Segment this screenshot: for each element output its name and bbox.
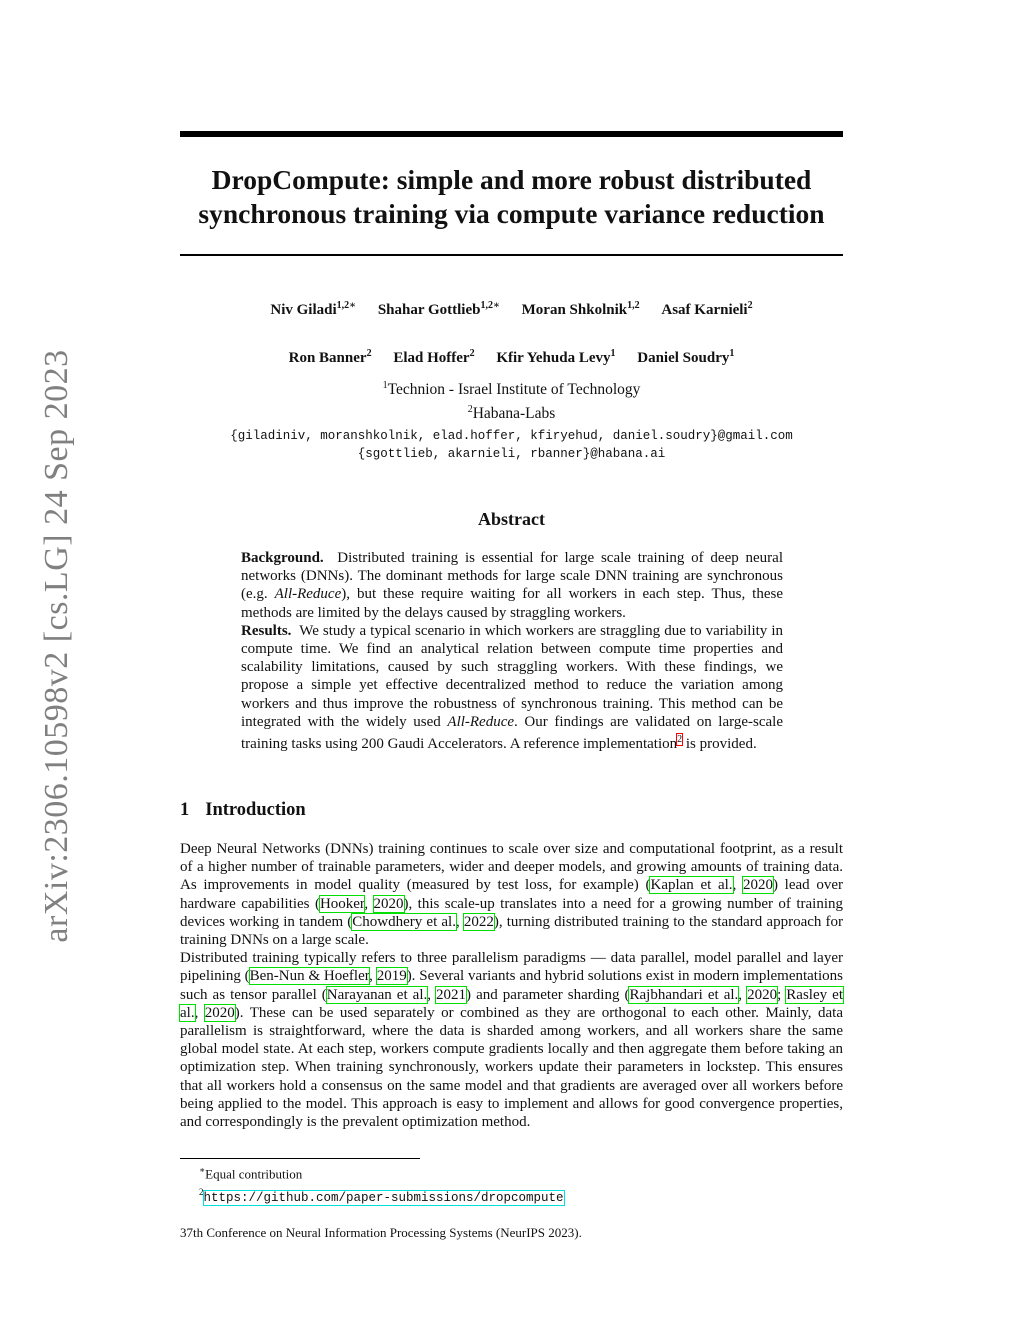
citation-link[interactable]: Kaplan et al.: [650, 877, 733, 894]
author-name: Kfir Yehuda Levy$^1$: [496, 348, 616, 366]
author-name: Ron Banner$^2$: [288, 348, 372, 366]
intro-paragraph-2: Distributed training typically refers to three parallelism paradigms — data parallel, model parallel and layer pipelining (Ben-Nun & Hoefler, 2019). Several variants and hybrid solutions exist in modern implementations such as tensor parallel (Narayanan et al., 2021) and parameter sharding (Rajbhandari et al., 2020; Rasley et al., 2020). These can be used separately or combined as they are orthogonal to each other. Mainly, data parallelism is straightforward, where the data is sharded among workers, and all workers share the same global model state. At each step, workers compute gradients locally and then aggregate them before taking an optimization step. When training synchronously, workers update their parameters in lockstep. This ensures that all workers hold a consensus on the same model and that gradients are averaged over all workers before being applied to the model. This approach is easy to implement and allows for good convergence properties, and correspondingly is the prevalent optimization method.: [180, 950, 844, 1131]
citation-link[interactable]: Chowdhery et al.: [352, 913, 456, 930]
citation-link[interactable]: 2021: [436, 986, 467, 1003]
affiliation-2: $^2$Habana-Labs: [467, 404, 556, 423]
email-line-1: {giladiniv, moranshkolnik, elad.hoffer, kfiryehud, daniel.soudry}@gmail.com: [230, 429, 793, 443]
citation-link[interactable]: 2020: [373, 895, 404, 912]
citation-link[interactable]: 2022: [463, 913, 494, 930]
affiliations: [180, 376, 843, 424]
title-bottom-rule: [180, 254, 843, 256]
section-heading-introduction: 1 Introduction: [180, 800, 306, 820]
results-label: Results.: [241, 622, 292, 639]
footnote-equal-contribution: ∗Equal contribution: [199, 1165, 303, 1182]
arxiv-stamp: arXiv:2306.10598v2 [cs.LG] 24 Sep 2023: [38, 349, 75, 943]
footnote-url: $^2$https://github.com/paper-submissions/dropcompute: [199, 1187, 564, 1205]
citation-link[interactable]: Hooker: [319, 895, 365, 912]
introduction-body: [180, 840, 843, 1131]
author-emails: [160, 427, 863, 463]
citation-link[interactable]: 2019: [376, 968, 407, 985]
citation-link[interactable]: Rasley et al.: [180, 986, 843, 1021]
citation-link[interactable]: Narayanan et al.: [326, 986, 428, 1003]
footnote-rule: [180, 1158, 420, 1159]
abstract-heading: Abstract: [478, 509, 545, 529]
title-top-rule: [180, 131, 843, 137]
footnotes: [199, 1161, 564, 1208]
author-name: Elad Hoffer$^2$: [393, 348, 475, 366]
author-name: Asaf Karnieli$^2$: [661, 300, 753, 318]
author-name: Daniel Soudry$^1$: [637, 348, 735, 366]
repository-link[interactable]: https://github.com/paper-submissions/dropcompute: [203, 1190, 564, 1205]
author-name: Moran Shkolnik$^{1,2}$: [521, 300, 640, 318]
intro-paragraph-1: Deep Neural Networks (DNNs) training continues to scale over size and computational footprint, as a result of a higher number of trainable parameters, wider and deeper models, and growing amounts of training data. As improvements in model quality (measured by test loss, for example) (Kaplan et al., 2020) lead over hardware capabilities (Hooker, 2020), this scale-up translates into a need for a growing number of training devices working in tandem (Chowdhery et al., 2022), turning distributed training to the standard approach for training DNNs on a large scale.: [180, 841, 844, 949]
citation-link[interactable]: Rajbhandari et al.: [629, 986, 739, 1003]
email-line-2: {sgottlieb, akarnieli, rbanner}@habana.ai: [357, 447, 666, 461]
affiliation-1: $^1$Technion - Israel Institute of Technology: [382, 380, 641, 399]
abstract-body: Background. Distributed training is essential for large scale training of deep neural networks (DNNs). The dominant methods for large scale DNN training are synchronous (e.g. All-Reduce), but these require waiting for all workers in each step. Thus, these methods are limited by the delays caused by straggling workers. Results. We study a typical scenario in which workers are straggling due to variability in compute time. We find an analytical relation between compute time properties and scalability limitations, caused by such straggling workers. With these findings, we propose a simple yet effective decentralized method to reduce the variation among workers and thus improve the robustness of synchronous training. This method can be integrated with the widely used All-Reduce. Our findings are validated on large-scale training tasks using 200 Gaudi Accelerators. A reference implementation$^2$ is provided.: [241, 550, 784, 753]
citation-link[interactable]: 2020: [747, 986, 778, 1003]
author-row-1: [180, 300, 843, 319]
author-name: Niv Giladi$^{1,2∗}$: [270, 300, 357, 318]
conference-note: 37th Conference on Neural Information Processing Systems (NeurIPS 2023).: [180, 1225, 582, 1240]
background-label: Background.: [241, 550, 324, 566]
footnote-link[interactable]: 2: [677, 734, 683, 746]
author-row-2: [180, 348, 843, 367]
citation-link[interactable]: Ben-Nun & Hoefler: [249, 968, 370, 985]
citation-link[interactable]: 2020: [743, 877, 773, 894]
author-name: Shahar Gottlieb$^{1,2∗}$: [377, 300, 500, 318]
citation-link[interactable]: 2020: [204, 1004, 235, 1021]
paper-title: DropCompute: simple and more robust distributed synchronous training via compute variance reduction: [198, 164, 825, 229]
